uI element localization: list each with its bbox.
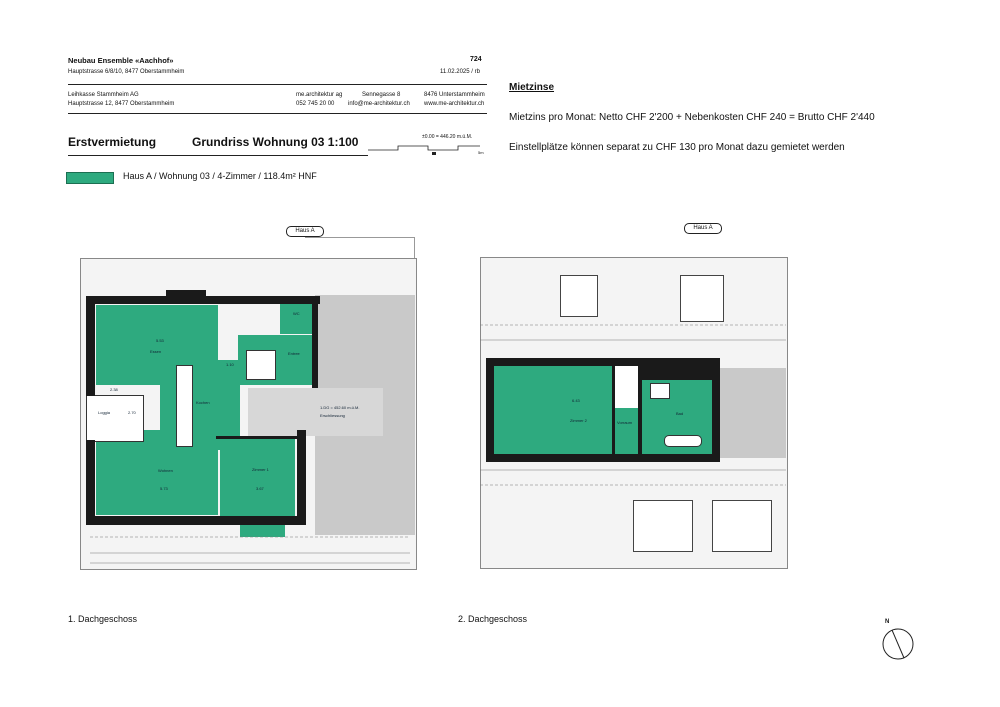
floor1-wall-left-upper bbox=[86, 296, 95, 396]
architect-phone: 052 745 20 00 bbox=[296, 101, 335, 107]
title-divider-2 bbox=[68, 113, 487, 114]
architect-web: www.me-architektur.ch bbox=[424, 101, 485, 107]
architect-email: info@me-architektur.ch bbox=[348, 101, 410, 107]
floor1-erschliessung bbox=[248, 388, 383, 436]
floor1-room-wc bbox=[280, 302, 313, 334]
project-name: Neubau Ensemble «Aachhof» bbox=[68, 56, 174, 65]
floor1-kitchen-island bbox=[176, 365, 193, 447]
client-address: Hauptstrasse 12, 8477 Oberstammheim bbox=[68, 101, 175, 107]
architect-name: me.architektur ag bbox=[296, 92, 343, 98]
architect-street: Sennegasse 8 bbox=[362, 92, 401, 98]
floor1-terrace-lines bbox=[80, 525, 420, 575]
floor1-label-wc: WC bbox=[293, 311, 300, 316]
rent-heading: Mietzinse bbox=[509, 82, 555, 93]
floor1-label-wohnen: Wohnen bbox=[158, 468, 173, 473]
floor1-wall-right-upper bbox=[312, 296, 318, 388]
floor1-label-loggia: Loggia bbox=[98, 410, 111, 415]
floor1-dim-4: 5.73 bbox=[160, 486, 168, 491]
floor1-room-zimmer1 bbox=[220, 437, 295, 517]
floor1-chimney bbox=[166, 290, 206, 304]
floor1-house-tag: Haus A bbox=[286, 226, 324, 237]
floor1-dim-3: 2.70 bbox=[128, 410, 136, 415]
legend-text: Haus A / Wohnung 03 / 4-Zimmer / 118.4m² HNF bbox=[123, 171, 317, 181]
floor1-loggia bbox=[86, 395, 144, 442]
floor1-stair bbox=[246, 350, 276, 380]
floor1-dim-6: 1.10 bbox=[226, 362, 234, 367]
floor2-dim-1: 6.43 bbox=[572, 398, 580, 403]
scale-label: 5m bbox=[478, 150, 484, 155]
architect-city: 8476 Unterstammheim bbox=[424, 92, 485, 98]
floor2-roof-window-4 bbox=[712, 500, 772, 552]
floor1-wall-zimmer bbox=[216, 436, 304, 439]
floor1-label-erschliessung: Erschliessung bbox=[320, 413, 345, 418]
floor1-label-essen: Essen bbox=[150, 349, 162, 354]
floor2-label-zimmer2: Zimmer 2 bbox=[570, 418, 587, 423]
floor1-caption: 1. Dachgeschoss bbox=[68, 614, 138, 624]
floor2-label-vorraum: Vorraum bbox=[617, 420, 633, 425]
title-divider bbox=[68, 84, 487, 85]
plan-number: 724 bbox=[470, 56, 482, 63]
title-divider-3 bbox=[68, 155, 368, 156]
plan-title: Grundriss Wohnung 03 1:100 bbox=[192, 135, 359, 149]
plan-date: 11.02.2025 / rb bbox=[440, 69, 480, 75]
legend-swatch bbox=[66, 172, 114, 184]
north-label: N bbox=[885, 619, 890, 625]
floor2-roof-window-3 bbox=[633, 500, 693, 552]
floor1-dim-5: 3.67 bbox=[256, 486, 264, 491]
floor2-roof-window-2 bbox=[680, 275, 724, 322]
floor1-wall-left-lower bbox=[86, 440, 95, 525]
elevation-note: ±0.00 = 446.20 m.ü.M. bbox=[422, 134, 473, 140]
scale-bar bbox=[368, 142, 488, 158]
rent-line-2: Einstellplätze können separat zu CHF 130 pro Monat dazu gemietet werden bbox=[509, 142, 845, 153]
floor1-dim-2: 2.38 bbox=[110, 387, 118, 392]
floor2-house-tag: Haus A bbox=[684, 223, 722, 234]
north-arrow-icon bbox=[880, 626, 916, 662]
floor1-wall-right bbox=[297, 430, 306, 525]
floor2-caption: 2. Dachgeschoss bbox=[458, 614, 528, 624]
project-address: Hauptstrasse 6/8/10, 8477 Oberstammheim bbox=[68, 69, 185, 75]
floor1-axis bbox=[305, 237, 415, 238]
floor1-label-entree: Entree bbox=[288, 351, 300, 356]
client-name: Leihkasse Stammheim AG bbox=[68, 92, 139, 98]
rent-line-1: Mietzins pro Monat: Netto CHF 2'200 + Nebenkosten CHF 240 = Brutto CHF 2'440 bbox=[509, 112, 875, 123]
floor1-label-kochen: Kochen bbox=[196, 400, 210, 405]
plan-type: Erstvermietung bbox=[68, 135, 157, 149]
floor1-label-zimmer1: Zimmer 1 bbox=[252, 467, 269, 472]
floor1-dim-1: 5.53 bbox=[156, 338, 164, 343]
floor1-level-note: 1.DG = 452.60 m.ü.M. bbox=[320, 405, 360, 410]
floor2-roof-lines bbox=[480, 320, 786, 500]
floor2-roof-window-1 bbox=[560, 275, 598, 317]
floor1-wall-bottom bbox=[86, 516, 306, 525]
floor2-label-bad: Bad bbox=[676, 411, 684, 416]
